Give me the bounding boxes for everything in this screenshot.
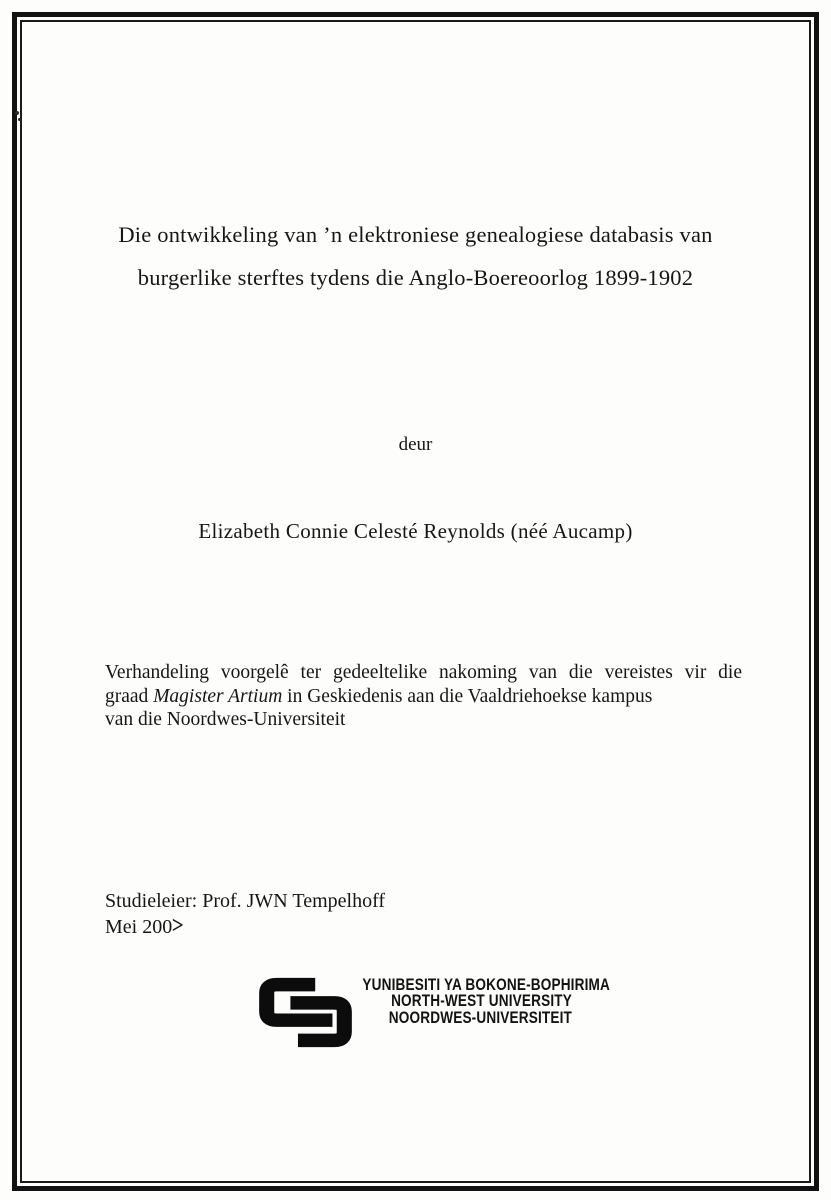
date-glyph: >: [171, 912, 184, 939]
degree-statement-line2: [105, 685, 742, 709]
supervisor-line: Studieleier: Prof. JWN Tempelhoff: [105, 890, 386, 912]
degree-statement-line2-pre: graad: [105, 685, 154, 707]
degree-statement-line3: van die Noordwes-Universiteit: [105, 709, 346, 730]
scan-speck: [15, 111, 19, 115]
nwu-chainlink-logo-icon: [257, 976, 354, 1049]
thesis-title-line1: Die ontwikkeling van ’n elektroniese genealogiese databasis van: [118, 222, 713, 247]
scan-speck: [18, 118, 21, 121]
supervisor-block: [105, 888, 385, 940]
degree-statement-line2-post: in Geskiedenis aan die Vaaldriehoekse kampus: [282, 685, 653, 707]
thesis-title: [50, 213, 781, 299]
logo-line-english: NORTH-WEST UNIVERSITY: [391, 991, 572, 1011]
degree-name: Magister Artium: [153, 685, 283, 707]
degree-statement-line1: Verhandeling voorgelê ter gedeeltelike nakoming van die vereistes vir die: [105, 662, 742, 683]
date-line: [105, 914, 385, 940]
thesis-title-line2: burgerlike sterftes tydens die Anglo-Boereoorlog 1899-1902: [137, 265, 694, 290]
author-name: Elizabeth Connie Celesté Reynolds (néé Aucamp): [198, 519, 633, 543]
logo-line-afrikaans: NOORDWES-UNIVERSITEIT: [388, 1007, 572, 1027]
nwu-logo-text: [362, 975, 611, 1027]
date-prefix: Mei 200: [105, 916, 173, 938]
degree-statement: [105, 661, 742, 732]
logo-line-setswana: YUNIBESITI YA BOKONE-BOPHIRIMA: [362, 975, 611, 994]
byline: deur: [398, 434, 433, 455]
